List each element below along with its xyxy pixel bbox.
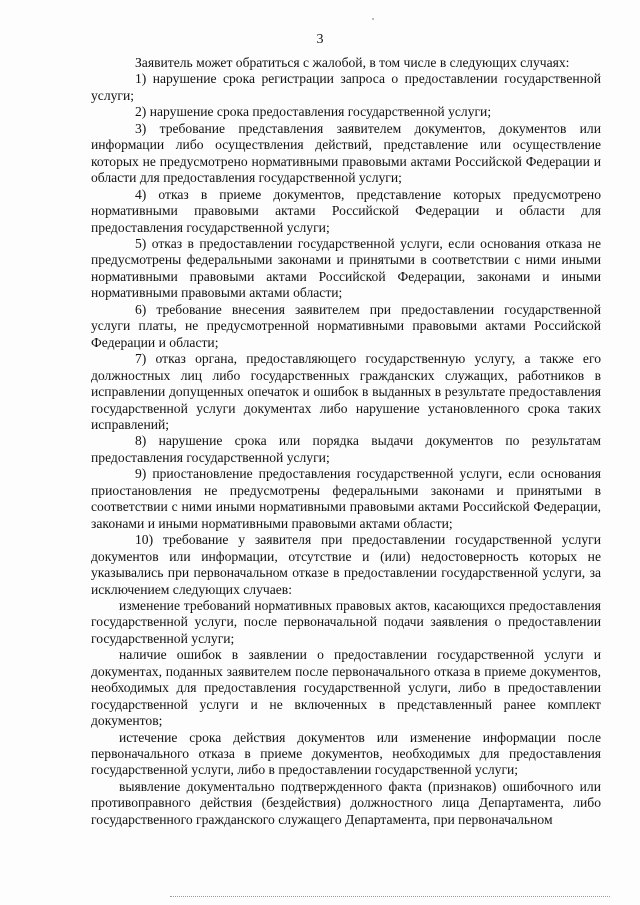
paragraph-exception-4: выявление документально подтвержденного факта (признаков) ошибочного или противоправного действия (бездействия) должностного лица Департамента, либо государственного гражданского служащего Департамента, при первоначальном	[91, 778, 601, 827]
paragraph-intro: Заявитель может обратиться с жалобой, в том числе в следующих случаях:	[135, 55, 570, 70]
paragraph-item-10: 10) требование у заявителя при предоставлении государственной услуги документов или информации, отсутствие и (или) недостоверность которых не указывались при первоначальном отказе в предоставлении государственной услуги, за исключением следующих случаев:	[91, 532, 601, 597]
paragraph-item-5: 5) отказ в предоставлении государственной услуги, если основания отказа не предусмотрены федеральными законами и принятыми в соответствии с ними иными нормативными правовыми актами Российской Федерации, законами и иными нормативными правовыми актами области;	[91, 235, 601, 301]
paragraph-item-7: 7) отказ органа, предоставляющего государственную услугу, а также его должностных лиц либо государственных гражданских служащих, работников в исправлении допущенных опечаток и ошибок в выданных в результате предоставления государственной услуги документах либо нарушение установленного срока таких исправлений;	[91, 351, 601, 432]
page-number: 3	[316, 32, 324, 47]
paragraph-exception-2: наличие ошибок в заявлении о предоставлении государственной услуги и документах, поданных заявителем после первоначального отказа в приеме документов, необходимых для предоставления государственной услуги, либо в предоставлении государственной услуги и не включенных в представленный ранее комплект документов;	[91, 647, 601, 729]
paragraph-exception-1: изменение требований нормативных правовых актов, касающихся предоставления государственной услуги, после первоначальной подачи заявления о предоставлении государственной услуги;	[91, 597, 601, 646]
paragraph-item-9: 9) приостановление предоставления государственной услуги, если основания приостановления не предусмотрены федеральными законами и принятыми в соответствии с ними иными нормативными правовыми актами Российской Федерации, законами и иными нормативными правовыми актами области;	[91, 466, 601, 531]
paragraph-item-2: 2) нарушение срока предоставления государственной услуги;	[135, 104, 492, 120]
paragraph-item-8: 8) нарушение срока или порядка выдачи документов по результатам предоставления государственной услуги;	[91, 433, 601, 465]
paragraph-item-1: 1) нарушение срока регистрации запроса о предоставлении государственной услуги;	[91, 71, 601, 103]
document-body	[91, 55, 601, 828]
scan-speck	[372, 18, 374, 20]
paragraph-item-4: 4) отказ в приеме документов, представление которых предусмотрено нормативными правовыми актами Российской Федерации и области для предоставления государственной услуги;	[91, 186, 601, 235]
paragraph-exception-3: истечение срока действия документов или изменение информации после первоначального отказа в приеме документов, необходимых для предоставления государственной услуги, либо в предоставлении государственной услуги;	[91, 729, 601, 778]
paragraph-item-6: 6) требование внесения заявителем при предоставлении государственной услуги платы, не предусмотренной нормативными правовыми актами Российской Федерации и области;	[91, 301, 601, 350]
scan-artifact-line	[170, 896, 610, 899]
paragraph-item-3: 3) требование представления заявителем документов, документов или информации либо осуществления действий, представление или осуществление которых не предусмотрено нормативными правовыми актами Российской Федерации и области для предоставления государственной услуги;	[91, 120, 601, 186]
